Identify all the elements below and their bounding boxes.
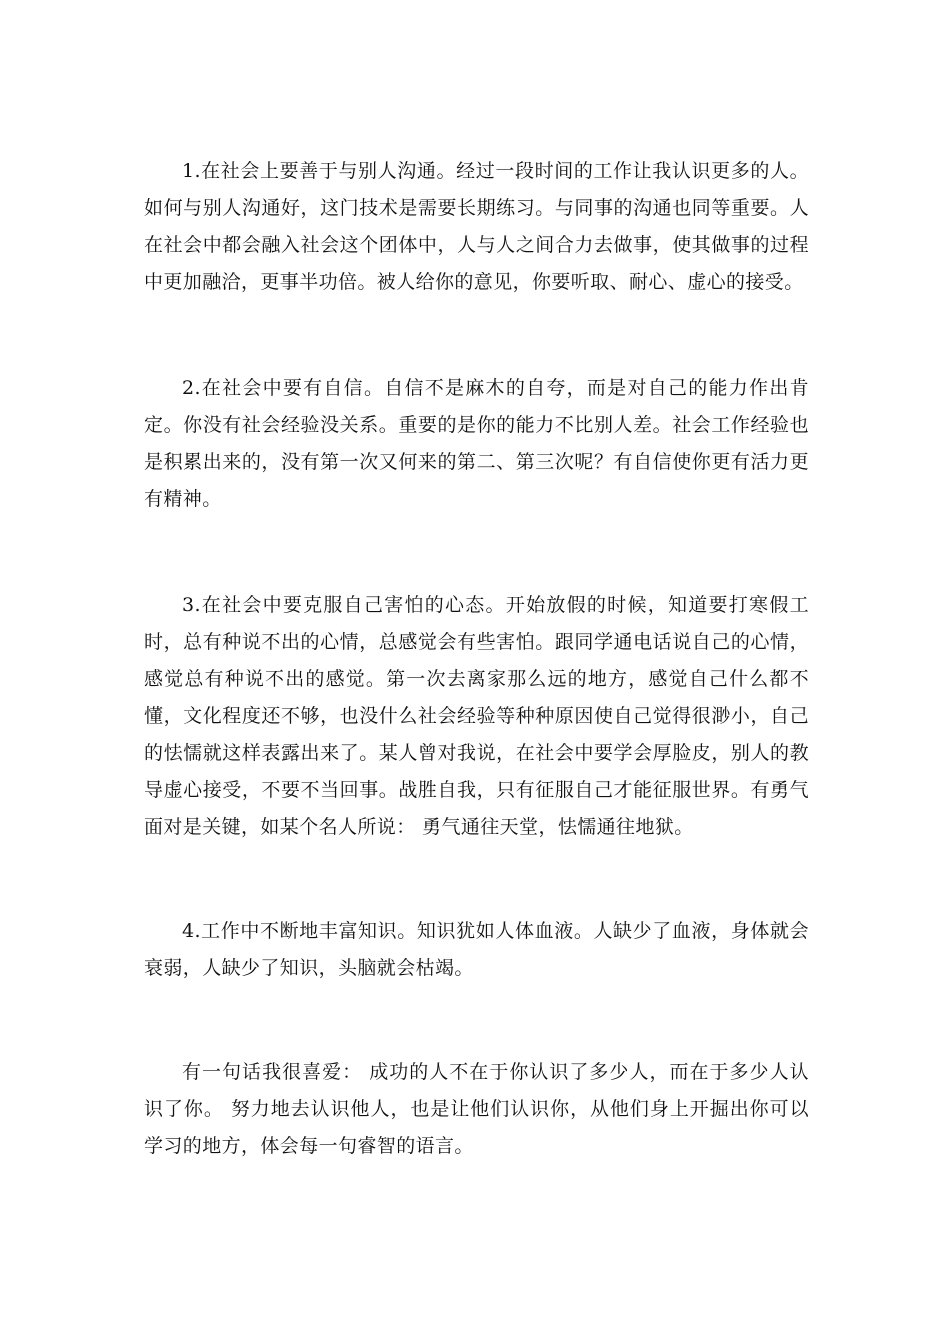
paragraph-confidence: 2.在社会中要有自信。自信不是麻木的自夸，而是对自己的能力作出肯定。你没有社会经验没关系。重要的是你的能力不比别人差。社会工作经验也是积累出来的，没有第一次又何来的第二、第三次呢？有自信使你更有活力更有精神。: [144, 377, 809, 510]
paragraph-favorite-quote: 有一句话我很喜爱： 成功的人不在于你认识了多少人，而在于多少人认识了你。 努力地去认识他人，也是让他们认识你，从他们身上开掘出你可以学习的地方，体会每一句睿智的语言。: [144, 1061, 809, 1157]
paragraph-communication: 1.在社会上要善于与别人沟通。经过一段时间的工作让我认识更多的人。如何与别人沟通好，这门技术是需要长期练习。与同事的沟通也同等重要。人在社会中都会融入社会这个团体中，人与人之间合力去做事，使其做事的过程中更加融洽，更事半功倍。被人给你的意见，你要听取、耐心、虚心的接受。: [144, 160, 809, 293]
paragraph-overcome-fear: 3.在社会中要克服自己害怕的心态。开始放假的时候，知道要打寒假工时，总有种说不出的心情，总感觉会有些害怕。跟同学通电话说自己的心情，感觉总有种说不出的感觉。第一次去离家那么远的地方，感觉自己什么都不懂，文化程度还不够，也没什么社会经验等种种原因使自己觉得很渺小，自己的怯懦就这样表露出来了。某人曾对我说，在社会中要学会厚脸皮，别人的教导虚心接受，不要不当回事。战胜自我，只有征服自己才能征服世界。有勇气面对是关键，如某个名人所说： 勇气通往天堂，怯懦通往地狱。: [144, 594, 809, 838]
paragraph-knowledge: 4.工作中不断地丰富知识。知识犹如人体血液。人缺少了血液，身体就会衰弱，人缺少了知识，头脑就会枯竭。: [144, 920, 809, 979]
